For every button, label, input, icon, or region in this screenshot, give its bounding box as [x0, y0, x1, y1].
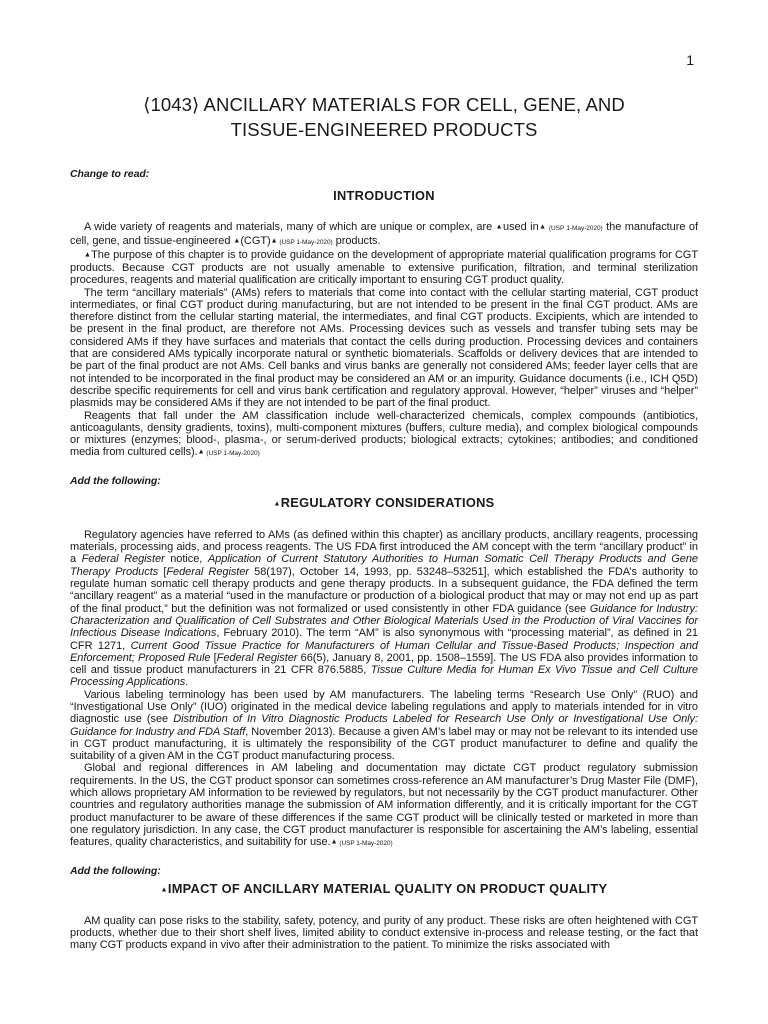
- text-run: products.: [332, 234, 381, 247]
- text-run: used in: [503, 220, 539, 233]
- change-note: Change to read:: [70, 168, 150, 180]
- text-run: Various labeling terminology has been used by AM manufacturers. The labeling terms “Research Use Only” (RUO) and “Investigational Use Only” (IUO) originated in the medical device labeling regulations and apply to materials intended for in vitro diagnostic use (see: [70, 688, 698, 726]
- text-run: notice,: [164, 553, 208, 566]
- text-run: Regulatory agencies have referred to AMs (as defined within this chapter) as ancillary products, ancillary reagents, processing materials, processing aids, and process reagents. The US FDA first introduced the AM concept with the term “ancillary product” in a: [70, 528, 698, 566]
- text-run: The term “ancillary materials” (AMs) refers to materials that come into contact with the cellular starting material, CGT product intermediates, or final CGT product during manufacturing, but are not intended to be present in the final CGT product. AMs are therefore distinct from the cellular starting material, the intermediates, and final CGT products. Excipients, which are intended to be present in the final product, are therefore not AMs. Processing devices such as vessels and transfer tubing sets may be considered AMs if they have surfaces and materials that contact the cells during production. Processing devices and containers that are considered AMs typically incorporate natural or synthetic biomaterials. Scaffolds or delivery devices that are intended to be part of the final product are not AMs. Cell banks and virus banks are generally not considered AMs; feeder layer cells that are not intended to be incorporated in the final product may be considered an AM or an impurity. Guidance documents (i.e., ICH Q5D) describe specific requirements for cell and virus bank certification and regulatory approval. However, “helper” viruses and “helper” plasmids may be considered AMs if they are not intended to be part of the final product.: [70, 286, 698, 410]
- paragraph: [70, 915, 698, 952]
- text-run: (CGT): [240, 234, 271, 247]
- usp-date-note: (USP 1-May-2020): [279, 238, 333, 246]
- text-run: Federal Register: [166, 565, 249, 578]
- text-run: AM quality can pose risks to the stability, safety, potency, and purity of any product. These risks are often heightened with CGT products, whether due to their short shelf lives, limited ability to conduct extensive in-process and release testing, or the fact that many CGT products expand in vivo after their administration to the patient. To minimize the risks associated with: [70, 914, 698, 952]
- text-run: Federal Register: [216, 651, 298, 664]
- text-run: , February 2010). The term “AM” is also synonymous with “processing material”, as defined in 21 CFR 1271,: [70, 627, 698, 652]
- triangle-marker-icon: ▲: [273, 500, 281, 508]
- section-heading-impact: ▲IMPACT OF ANCILLARY MATERIAL QUALITY ON PRODUCT QUALITY: [160, 880, 608, 896]
- paragraph: [70, 762, 698, 850]
- paragraph: [70, 221, 698, 250]
- paragraph: [70, 689, 698, 763]
- section-heading-regulatory: ▲REGULATORY CONSIDERATIONS: [273, 495, 495, 511]
- text-run: Global and regional differences in AM labeling and documentation may dictate CGT product regulatory submission requirements. In the US, the CGT product sponsor can sometimes cross-reference an AM manufacturer’s Drug Master File (DMF), which allows proprietary AM information to be reviewed by regulators, but not necessarily by the CGT product manufacturer. Other countries and regulatory authorities manage the submission of AM information differently, and it is critically important for the CGT product manufacturer to be aware of these differences if the same CGT product will be clinically tested or marketed in more than one regulatory jurisdiction. In any case, the CGT product manufacturer is responsible for ascertaining the AM’s labeling, essential features, quality characteristics, and suitability for use.: [70, 762, 698, 849]
- text-run: , November 2013). Because a given AM’s label may or may not be relevant to its intended use in CGT product manufacturing, it is ultimately the responsibility of the CGT product manufacturer to define and qualify the suitability of a given AM in the CGT product manufacturing process.: [70, 725, 698, 763]
- text-run: Tissue Culture Media for Human Ex Vivo Tissue and Cell Culture Processing Applications: [70, 664, 698, 689]
- addition-note: Add the following:: [70, 474, 161, 487]
- text-run: [: [210, 651, 217, 664]
- text-run: The purpose of this chapter is to provide guidance on the development of appropriate material qualification programs for CGT products. Because CGT products are not usually amenable to extensive purification, filtration, and terminal sterilization procedures, reagents and material qualification are critically important to ensuring CGT product quality.: [70, 249, 698, 287]
- text-run: the manufacture of cell, gene, and tissue-engineered: [70, 220, 698, 247]
- chapter-title: [60, 92, 708, 142]
- triangle-marker-icon: ▲: [160, 886, 168, 894]
- title-line-1: ⟨1043⟩ ANCILLARY MATERIALS FOR CELL, GENE, AND: [143, 94, 625, 115]
- usp-date-note: (USP 1-May-2020): [548, 224, 603, 232]
- paragraph: [70, 287, 698, 410]
- triangle-marker-icon: ▲: [495, 223, 504, 231]
- triangle-marker-icon: ▲: [197, 448, 207, 456]
- addition-note: Add the following:: [70, 864, 161, 877]
- title-line-2: TISSUE-ENGINEERED PRODUCTS: [230, 119, 538, 140]
- text-run: Reagents that fall under the AM classification include well-characterized chemicals, complex compounds (antibiotics, anticoagulants, density gradients, toxins), multi-component mixtures (buffers, culture media), and complex biological compounds or mixtures (enzymes; blood-, plasma-, or serum-derived products; biological extracts; cytokines; antibodies; and conditioned media from cultured cells).: [70, 409, 698, 459]
- text-run: Guidance for Industry: Characterization and Qualification of Cell Substrates and Other Biological Materials Used in the Production of Viral Vaccines for Infectious Disease Indications: [70, 602, 698, 640]
- text-run: .: [185, 676, 189, 689]
- text-run: A wide variety of reagents and materials, many of which are unique or complex, are: [84, 220, 496, 233]
- triangle-marker-icon: ▲: [233, 237, 241, 245]
- triangle-marker-icon: ▲: [538, 223, 549, 231]
- usp-date-note: (USP 1-May-2020): [206, 450, 260, 458]
- document-body: [70, 164, 698, 952]
- text-run: [: [158, 565, 167, 578]
- section-heading-introduction: INTRODUCTION: [333, 188, 435, 204]
- text-run: 58(197), October 14, 1993, pp. 53248–53251], which established the FDA’s authority to regulate human somatic cell therapy products and gene therapy products. In a subsequent guidance, the FDA defined the term “ancillary reagent” as a material “used in the manufacture or production of a biological product that may or may not end up as part of the final product,” but the definition was not formalized or used consistently in other FDA guidance (see: [70, 565, 698, 615]
- triangle-marker-icon: ▲: [270, 237, 280, 245]
- paragraph: [70, 410, 698, 461]
- usp-date-note: (USP 1-May-2020): [339, 840, 393, 848]
- paragraph: [70, 529, 698, 689]
- triangle-marker-icon: ▲: [330, 838, 340, 846]
- text-run: Current Good Tissue Practice for Manufacturers of Human Cellular and Tissue-Based Products; Inspection and Enforcement; Proposed Rule: [70, 639, 698, 664]
- paragraph: [70, 249, 698, 286]
- page-number: 1: [686, 52, 694, 68]
- triangle-marker-icon: ▲: [84, 251, 92, 259]
- text-run: Federal Register: [81, 553, 165, 566]
- text-run: Distribution of In Vitro Diagnostic Products Labeled for Research Use Only or Investigational Use Only: Guidance for Industry and FDA Staff: [70, 713, 698, 738]
- text-run: Application of Current Statutory Authorities to Human Somatic Cell Therapy Products and Gene Therapy Products: [70, 553, 699, 578]
- text-run: 66(5), January 8, 2001, pp. 1508–1559]. The US FDA also provides information to cell and tissue product manufacturers in 21 CFR 876.5885,: [70, 651, 698, 677]
